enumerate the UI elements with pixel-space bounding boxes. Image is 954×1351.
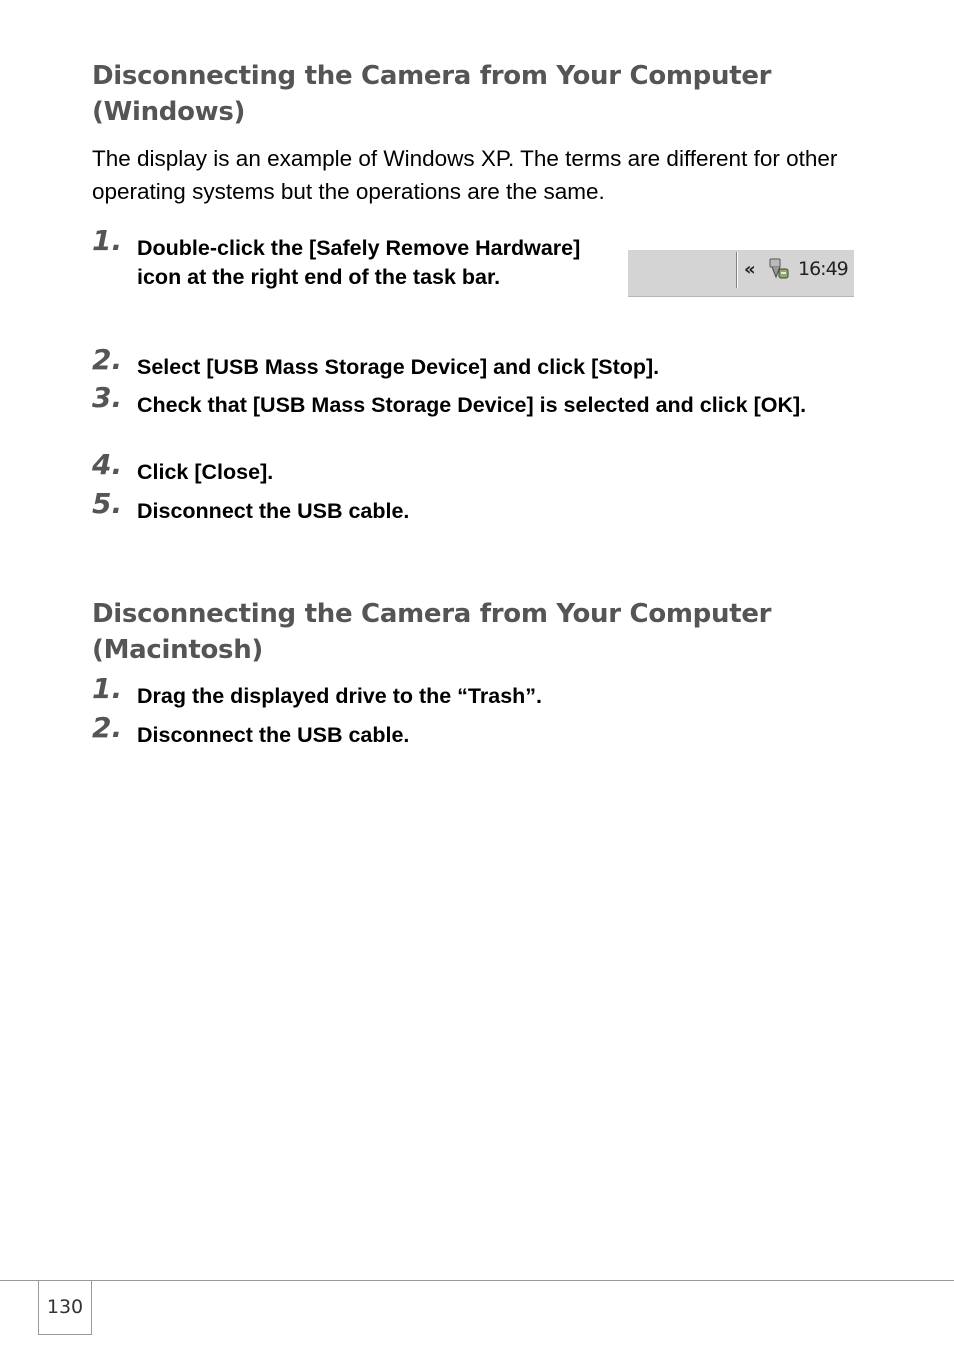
page-number-box: [38, 1280, 92, 1335]
page-number: 130: [46, 1296, 84, 1318]
step-text: Disconnect the USB cable.: [137, 723, 410, 747]
step-number: 4.: [92, 448, 123, 481]
tray-divider: [736, 252, 738, 288]
step-number: 1.: [92, 672, 123, 705]
step-text: Disconnect the USB cable.: [137, 499, 410, 523]
step-text: Double-click the [Safely Remove Hardware] icon at the right end of the task bar.: [137, 236, 581, 289]
show-hidden-icons-chevron: «: [744, 259, 756, 280]
taskbar-screenshot: [628, 250, 854, 297]
step-number: 2.: [92, 343, 123, 376]
footer-rule: [0, 1280, 954, 1281]
step-text: Check that [USB Mass Storage Device] is selected and click [OK].: [137, 393, 807, 417]
section-title-windows: Disconnecting the Camera from Your Computer (Windows): [92, 61, 772, 127]
step-text: Click [Close].: [137, 460, 274, 484]
step-text: Select [USB Mass Storage Device] and click [Stop].: [137, 355, 660, 379]
step-number: 2.: [92, 711, 123, 744]
step-number: 1.: [92, 224, 123, 257]
intro-paragraph: The display is an example of Windows XP. The terms are different for other operating systems but the operations are the same.: [92, 146, 838, 204]
section-title-mac: Disconnecting the Camera from Your Computer (Macintosh): [92, 599, 772, 665]
step-number: 3.: [92, 381, 123, 414]
step-text: Drag the displayed drive to the “Trash”.: [137, 684, 543, 708]
tray-clock: 16:49: [798, 258, 848, 280]
step-number: 5.: [92, 487, 123, 520]
safely-remove-hardware-icon: [766, 255, 792, 283]
